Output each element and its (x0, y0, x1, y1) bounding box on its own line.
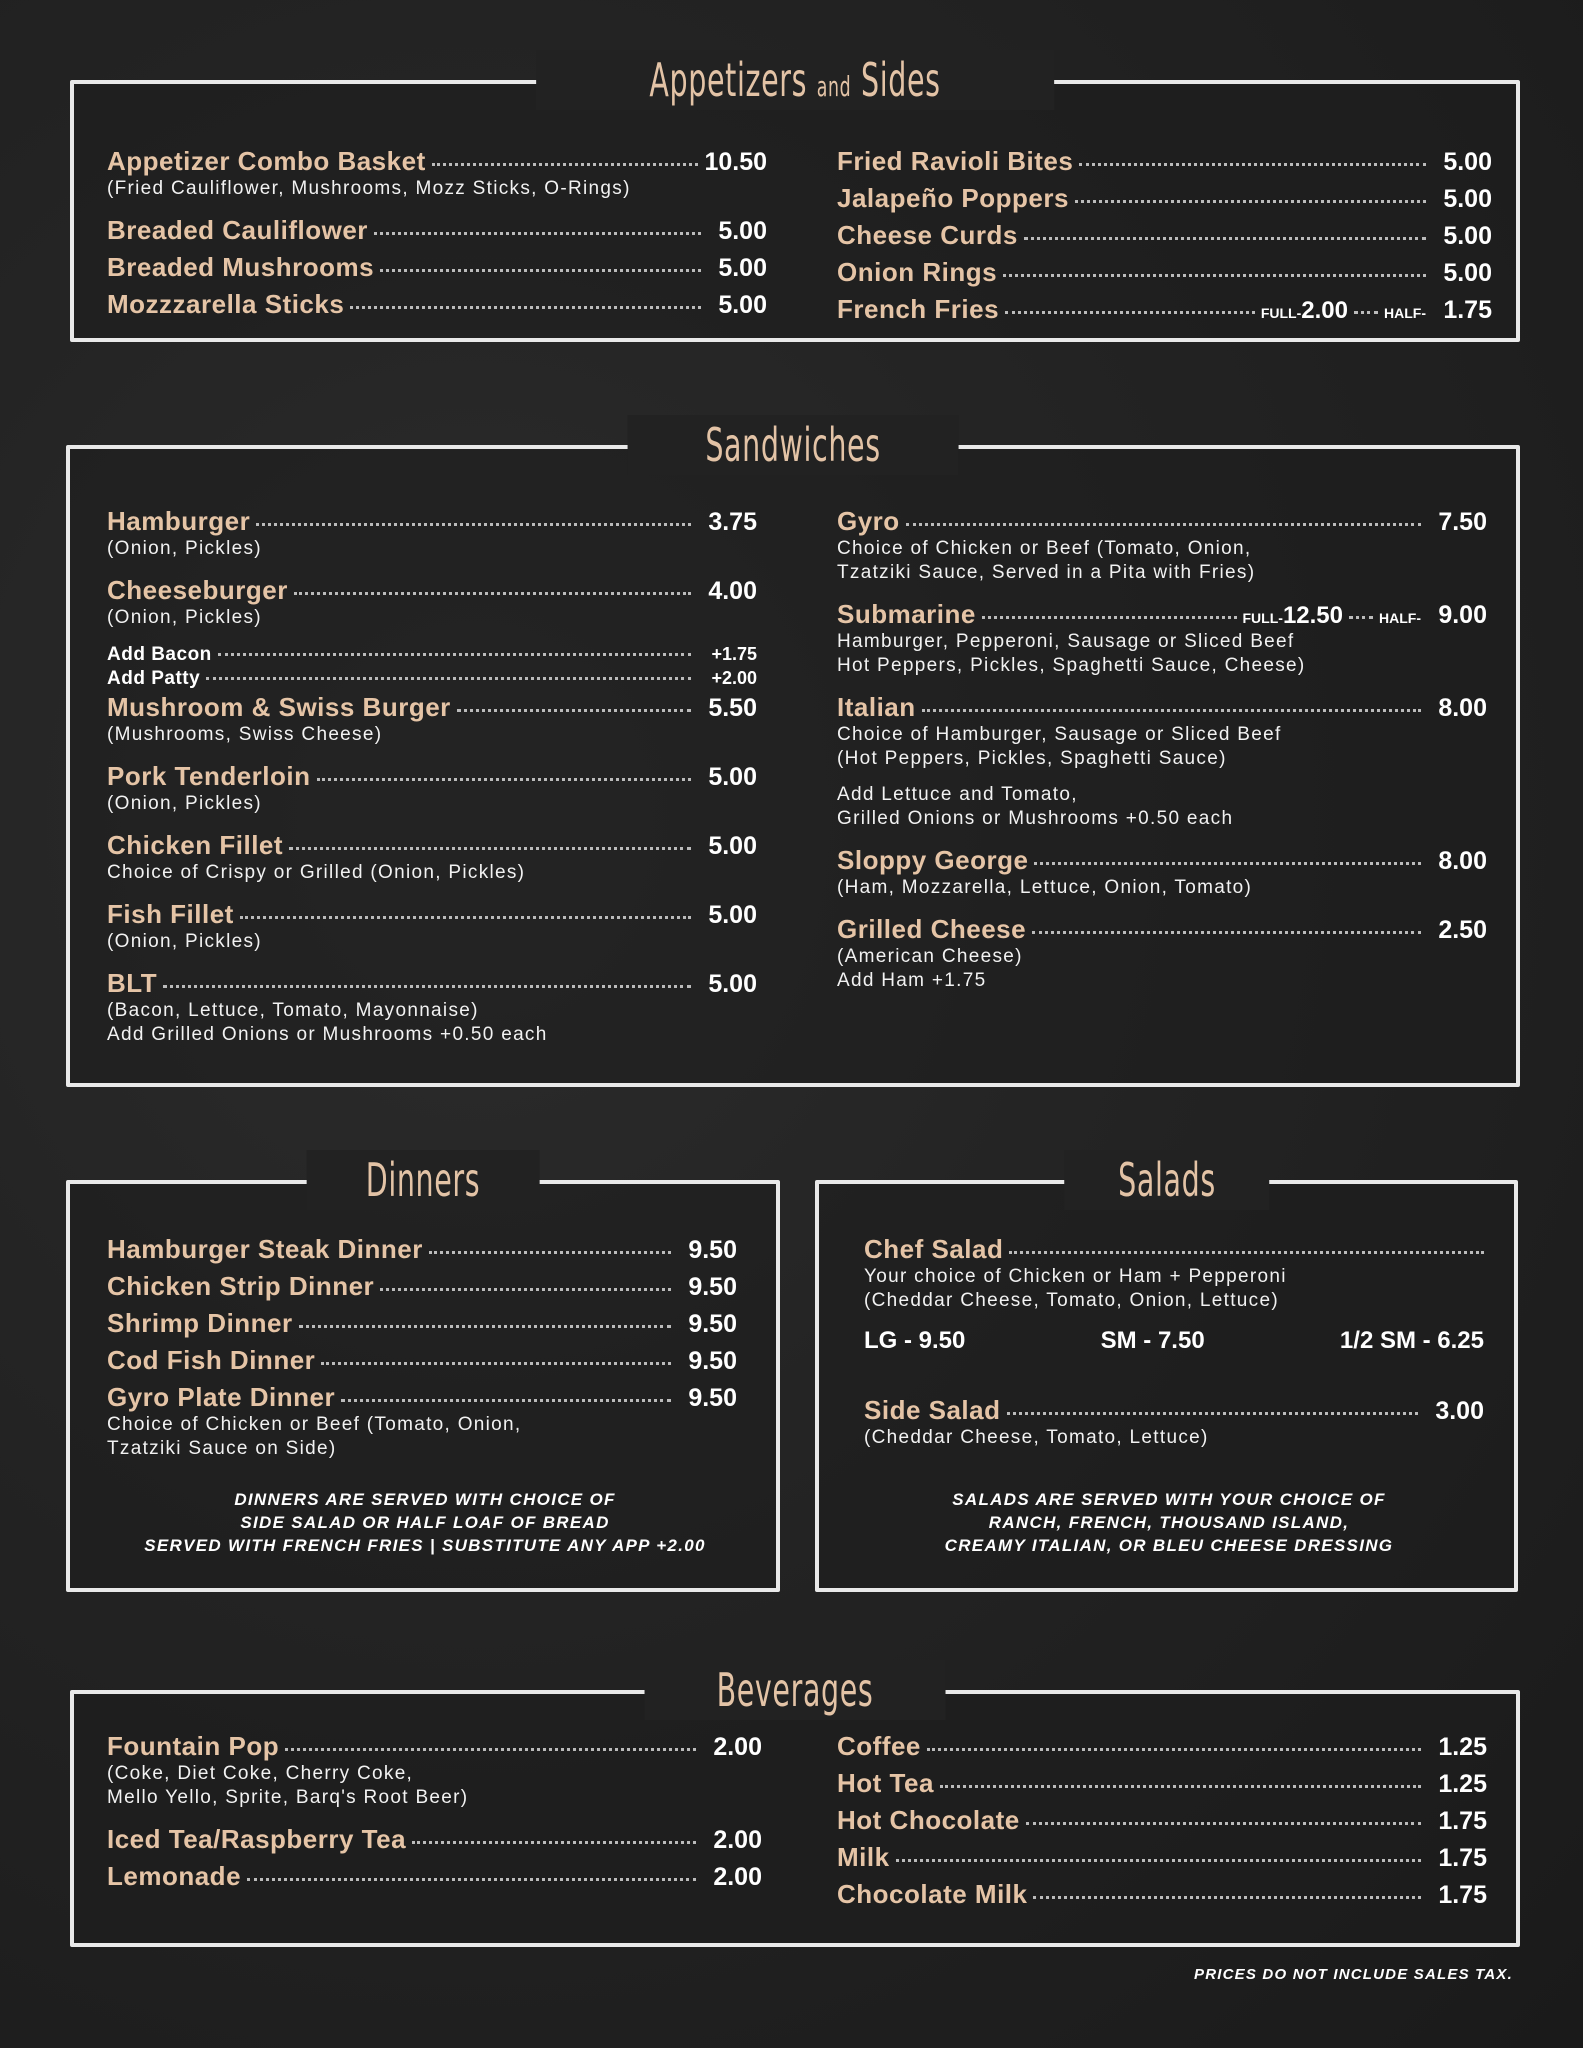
sandwiches-right-column (837, 506, 1487, 1007)
item-name: BLT (107, 968, 158, 998)
item-name: Lemonade (107, 1861, 242, 1891)
item-name: Jalapeño Poppers (837, 183, 1069, 213)
item-price: 5.00 (1443, 222, 1492, 250)
dotted-leader (206, 677, 691, 680)
menu-item (837, 1805, 1487, 1836)
item-description: Choice of Chicken or Beef (Tomato, Onion, (837, 538, 1252, 559)
menu-item (837, 599, 1487, 678)
note-line: SALADS ARE SERVED WITH YOUR CHOICE OF (952, 1490, 1386, 1509)
item-name: Fried Ravioli Bites (837, 146, 1074, 176)
menu-item (107, 968, 757, 1047)
item-row (107, 575, 757, 606)
item-row (107, 830, 757, 861)
dotted-leader (982, 616, 1237, 619)
dotted-leader (350, 306, 701, 309)
size-small: SM - 7.50 (1100, 1327, 1205, 1354)
item-name: Cod Fish Dinner (107, 1345, 316, 1375)
full-price (1243, 602, 1344, 630)
menu-item (107, 761, 757, 816)
item-row (864, 1395, 1484, 1426)
item-name: Fish Fillet (107, 899, 234, 929)
menu-item (107, 575, 757, 630)
item-price: 5.50 (708, 694, 757, 722)
menu-item (837, 845, 1487, 900)
item-row (107, 1731, 762, 1762)
item-price: 2.00 (713, 1863, 762, 1891)
item-price: 5.00 (718, 291, 767, 319)
item-row (107, 1824, 762, 1855)
item-row (107, 968, 757, 999)
item-name: Mozzzarella Sticks (107, 289, 345, 319)
dotted-leader (317, 778, 692, 781)
item-name: Gyro Plate Dinner (107, 1382, 336, 1412)
salads-section (815, 1153, 1518, 1592)
dotted-leader (247, 1878, 696, 1881)
tax-disclaimer: PRICES DO NOT INCLUDE SALES TAX. (1194, 1966, 1513, 1983)
item-name: Onion Rings (837, 257, 998, 287)
size-half-small: 1/2 SM - 6.25 (1339, 1327, 1484, 1354)
item-price: 9.50 (688, 1273, 737, 1301)
salads-content (864, 1234, 1484, 1464)
item-name: French Fries (837, 294, 1000, 324)
dotted-leader (321, 1362, 671, 1365)
item-row (837, 294, 1492, 325)
dotted-leader (457, 709, 691, 712)
dotted-leader (1032, 931, 1421, 934)
section-title (628, 415, 959, 475)
item-price: 4.00 (708, 577, 757, 605)
menu-item (107, 1731, 762, 1810)
item-description: Tzatziki Sauce, Served in a Pita with Fries) (837, 562, 1256, 583)
dotted-leader (1024, 237, 1426, 240)
item-price: 5.00 (708, 763, 757, 791)
item-description: (Cheddar Cheese, Tomato, Lettuce) (864, 1427, 1209, 1448)
item-row (107, 1861, 762, 1892)
sandwiches-left-column (107, 506, 757, 1061)
item-row (837, 599, 1487, 630)
note-line: CREAMY ITALIAN, OR BLEU CHEESE DRESSING (944, 1536, 1394, 1555)
item-price: 5.00 (718, 254, 767, 282)
dotted-leader (429, 1251, 671, 1254)
item-description: (Onion, Pickles) (107, 931, 262, 952)
item-row (837, 1879, 1487, 1910)
item-name: Add Bacon (107, 644, 212, 665)
item-name: Breaded Cauliflower (107, 215, 368, 245)
item-price: 5.00 (1443, 185, 1492, 213)
menu-item (837, 506, 1487, 585)
item-price: +1.75 (711, 644, 757, 664)
full-price-value: 2.00 (1301, 297, 1348, 324)
item-price: 1.75 (1438, 1881, 1487, 1909)
menu-item (107, 692, 757, 747)
item-description: Choice of Crispy or Grilled (Onion, Pickles) (107, 862, 526, 883)
item-description: (Bacon, Lettuce, Tomato, Mayonnaise) (107, 1000, 479, 1021)
item-description: Choice of Chicken or Beef (Tomato, Onion, (107, 1414, 522, 1435)
item-name: Add Patty (107, 668, 201, 689)
item-row (107, 1308, 737, 1339)
item-price: 8.00 (1438, 694, 1487, 722)
item-row (107, 692, 757, 723)
item-description: Hot Peppers, Pickles, Spaghetti Sauce, Cheese) (837, 655, 1306, 676)
item-name: Submarine (837, 599, 976, 629)
item-name: Appetizer Combo Basket (107, 146, 426, 176)
title-text: Sandwiches (705, 418, 881, 472)
menu-item (107, 1824, 762, 1855)
item-price: 5.00 (708, 970, 757, 998)
item-price: 9.50 (688, 1236, 737, 1264)
dotted-leader (341, 1399, 671, 1402)
dotted-leader (1354, 311, 1378, 314)
dotted-leader (1033, 1896, 1421, 1899)
dotted-leader (1003, 274, 1426, 277)
item-description: (Onion, Pickles) (107, 607, 262, 628)
item-price: 1.75 (1438, 1844, 1487, 1872)
item-row (107, 252, 767, 283)
item-name: Chocolate Milk (837, 1879, 1028, 1909)
item-price: 1.25 (1438, 1770, 1487, 1798)
item-row (107, 1271, 737, 1302)
menu-item (107, 1861, 762, 1892)
item-price: 3.00 (1435, 1397, 1484, 1425)
item-row (837, 692, 1487, 723)
item-extra: Grilled Onions or Mushrooms +0.50 each (837, 808, 1234, 829)
menu-item (837, 692, 1487, 831)
item-price: 7.50 (1438, 508, 1487, 536)
beverages-right-column (837, 1731, 1487, 1916)
item-name: Iced Tea/Raspberry Tea (107, 1824, 407, 1854)
item-name: Hot Chocolate (837, 1805, 1020, 1835)
item-price: 5.00 (1443, 148, 1492, 176)
item-price: 5.00 (718, 217, 767, 245)
appetizers-right-column (837, 146, 1492, 331)
dotted-leader (163, 985, 691, 988)
dotted-leader (432, 163, 699, 166)
dotted-leader (380, 1288, 671, 1291)
menu-item (837, 183, 1492, 214)
item-row (107, 1345, 737, 1376)
dotted-leader (1075, 200, 1426, 203)
item-name: Milk (837, 1842, 890, 1872)
dotted-leader (1034, 862, 1421, 865)
item-description: (Fried Cauliflower, Mushrooms, Mozz Sticks, O-Rings) (107, 178, 631, 199)
note-line: DINNERS ARE SERVED WITH CHOICE OF (234, 1490, 616, 1509)
title-word: Sides (860, 53, 941, 107)
item-description: (Ham, Mozzarella, Lettuce, Onion, Tomato) (837, 877, 1253, 898)
item-price: 2.00 (713, 1826, 762, 1854)
item-row (837, 220, 1492, 251)
dinners-section (66, 1153, 780, 1592)
dotted-leader (412, 1841, 696, 1844)
menu-item (107, 899, 757, 954)
item-name: Breaded Mushrooms (107, 252, 375, 282)
menu-item (107, 830, 757, 885)
half-label: HALF- (1379, 610, 1421, 626)
item-row (107, 215, 767, 246)
item-price: 8.00 (1438, 847, 1487, 875)
item-description: (American Cheese) (837, 946, 1023, 967)
item-description: Choice of Hamburger, Sausage or Sliced Beef (837, 724, 1282, 745)
dotted-leader (1005, 311, 1255, 314)
item-row (107, 506, 757, 537)
full-label: FULL- (1242, 610, 1283, 626)
full-label: FULL- (1260, 305, 1302, 321)
item-price: 1.75 (1443, 296, 1492, 324)
item-name: Grilled Cheese (837, 914, 1027, 944)
menu-item (107, 644, 757, 666)
item-row (837, 1731, 1487, 1762)
dotted-leader (218, 653, 691, 656)
menu-item (107, 289, 767, 320)
dotted-leader (927, 1748, 1421, 1751)
item-name: Sloppy George (837, 845, 1029, 875)
dotted-leader (940, 1785, 1421, 1788)
item-name: Hot Tea (837, 1768, 934, 1798)
item-name: Italian (837, 692, 916, 722)
item-row (107, 289, 767, 320)
dotted-leader (374, 232, 701, 235)
menu-item (107, 1382, 737, 1461)
menu-item (837, 1879, 1487, 1910)
dotted-leader (896, 1859, 1421, 1862)
item-description: (Onion, Pickles) (107, 538, 262, 559)
half-label: HALF- (1384, 305, 1426, 321)
dotted-leader (285, 1748, 696, 1751)
item-price: 5.00 (708, 832, 757, 860)
title-word: Appetizers (649, 53, 808, 107)
item-name: Coffee (837, 1731, 921, 1761)
full-price (1261, 297, 1348, 325)
item-row (107, 146, 767, 177)
item-name: Cheeseburger (107, 575, 288, 605)
item-price: 9.50 (688, 1384, 737, 1412)
item-name: Pork Tenderloin (107, 761, 311, 791)
menu-item (107, 668, 757, 690)
menu-item (837, 1768, 1487, 1799)
dinners-note (90, 1488, 760, 1557)
menu-item (864, 1395, 1484, 1450)
item-price: 9.50 (688, 1347, 737, 1375)
item-name: Chicken Strip Dinner (107, 1271, 375, 1301)
dotted-leader (906, 523, 1421, 526)
dotted-leader (1349, 616, 1373, 619)
item-price: 5.00 (1443, 259, 1492, 287)
item-name: Chef Salad (864, 1234, 1004, 1264)
menu-item (837, 1731, 1487, 1762)
title-text: Salads (1117, 1153, 1216, 1207)
item-price: 3.75 (708, 508, 757, 536)
dotted-leader (1009, 1251, 1484, 1254)
dotted-leader (1007, 1412, 1419, 1415)
item-description: (Cheddar Cheese, Tomato, Onion, Lettuce) (864, 1290, 1279, 1311)
appetizers-left-column (107, 146, 767, 326)
note-line: RANCH, FRENCH, THOUSAND ISLAND, (988, 1513, 1350, 1532)
menu-item (837, 1842, 1487, 1873)
item-row (107, 1234, 737, 1265)
item-price: 10.50 (704, 148, 767, 176)
item-name: Side Salad (864, 1395, 1001, 1425)
note-line: SIDE SALAD OR HALF LOAF OF BREAD (240, 1513, 610, 1532)
size-large: LG - 9.50 (864, 1327, 966, 1354)
item-row (864, 1234, 1484, 1265)
item-description: Tzatziki Sauce on Side) (107, 1438, 337, 1459)
appetizers-section (70, 53, 1520, 342)
menu-item (107, 146, 767, 201)
item-extra: Add Lettuce and Tomato, (837, 784, 1078, 805)
item-description: Mello Yello, Sprite, Barq's Root Beer) (107, 1787, 469, 1808)
item-price: +2.00 (711, 668, 757, 688)
section-title (645, 1660, 946, 1720)
item-description: Add Grilled Onions or Mushrooms +0.50 each (107, 1024, 548, 1045)
item-row (837, 506, 1487, 537)
sandwiches-section (66, 418, 1520, 1087)
menu-item (864, 1234, 1484, 1313)
item-price: 2.50 (1438, 916, 1487, 944)
beverages-section (70, 1663, 1520, 1947)
dotted-leader (922, 709, 1421, 712)
item-name: Cheese Curds (837, 220, 1018, 250)
section-title (307, 1150, 540, 1210)
item-name: Hamburger (107, 506, 251, 536)
menu-item (837, 294, 1492, 325)
dotted-leader (289, 847, 691, 850)
item-name: Chicken Fillet (107, 830, 284, 860)
item-row (107, 1382, 737, 1413)
dotted-leader (1026, 1822, 1421, 1825)
item-price: 9.50 (688, 1310, 737, 1338)
item-description: (Coke, Diet Coke, Cherry Coke, (107, 1763, 414, 1784)
item-price: 2.00 (713, 1733, 762, 1761)
item-name: Hamburger Steak Dinner (107, 1234, 423, 1264)
menu-item (107, 1308, 737, 1339)
item-name: Gyro (837, 506, 900, 536)
menu-item (837, 146, 1492, 177)
item-row (837, 845, 1487, 876)
menu-item (837, 257, 1492, 288)
menu-item (107, 1234, 737, 1265)
beverages-left-column (107, 1731, 762, 1898)
item-row (107, 644, 757, 666)
section-title (1064, 1150, 1270, 1210)
item-description: (Hot Peppers, Pickles, Spaghetti Sauce) (837, 748, 1227, 769)
menu-item (837, 914, 1487, 993)
item-price: 5.00 (708, 901, 757, 929)
item-description: Your choice of Chicken or Ham + Pepperoni (864, 1266, 1287, 1287)
item-name: Fountain Pop (107, 1731, 280, 1761)
dotted-leader (256, 523, 691, 526)
item-name: Mushroom & Swiss Burger (107, 692, 451, 722)
dotted-leader (299, 1325, 671, 1328)
dotted-leader (294, 592, 691, 595)
item-row (837, 146, 1492, 177)
item-row (107, 761, 757, 792)
menu-item (107, 252, 767, 283)
item-row (837, 1805, 1487, 1836)
item-price: 1.75 (1438, 1807, 1487, 1835)
dotted-leader (380, 269, 701, 272)
menu-item (837, 220, 1492, 251)
item-description: (Mushrooms, Swiss Cheese) (107, 724, 383, 745)
dinners-list (107, 1234, 737, 1475)
menu-item (107, 1271, 737, 1302)
title-text: Dinners (365, 1153, 481, 1207)
dotted-leader (240, 916, 691, 919)
chef-salad (864, 1234, 1484, 1313)
menu-item (107, 506, 757, 561)
item-row (837, 914, 1487, 945)
item-price: 1.25 (1438, 1733, 1487, 1761)
chef-salad-sizes (864, 1327, 1484, 1355)
title-word: and (816, 70, 852, 103)
item-row (107, 899, 757, 930)
item-row (837, 1768, 1487, 1799)
full-price-value: 12.50 (1282, 602, 1343, 629)
item-description: Add Ham +1.75 (837, 970, 987, 991)
item-row (837, 257, 1492, 288)
item-description: (Onion, Pickles) (107, 793, 262, 814)
dotted-leader (1079, 163, 1426, 166)
menu-item (107, 1345, 737, 1376)
menu-item (107, 215, 767, 246)
section-title (536, 50, 1054, 110)
item-description: Hamburger, Pepperoni, Sausage or Sliced Beef (837, 631, 1295, 652)
title-text: Beverages (716, 1663, 874, 1717)
item-name: Shrimp Dinner (107, 1308, 293, 1338)
side-salad (864, 1395, 1484, 1450)
item-row (837, 183, 1492, 214)
item-row (837, 1842, 1487, 1873)
item-row (107, 668, 757, 690)
note-line: SERVED WITH FRENCH FRIES | SUBSTITUTE ANY APP +2.00 (144, 1536, 706, 1555)
salads-note (839, 1488, 1499, 1557)
item-price: 9.00 (1438, 601, 1487, 629)
